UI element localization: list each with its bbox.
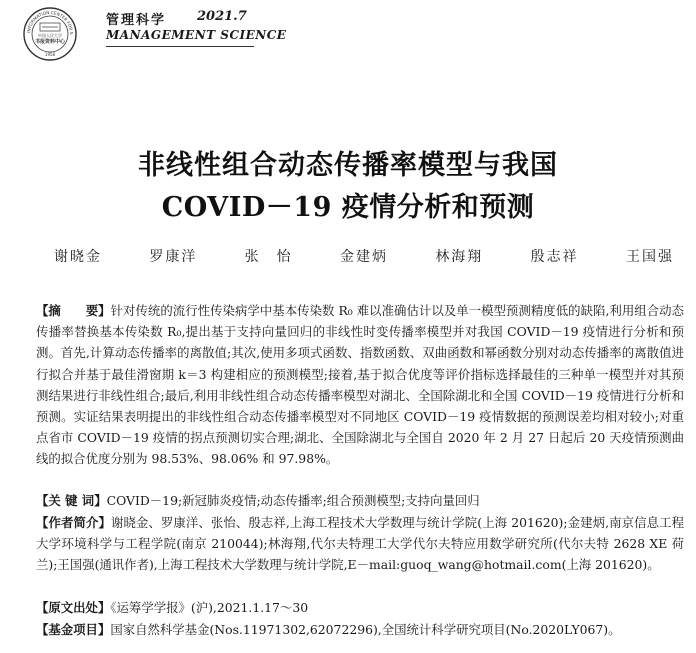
journal-seal-logo <box>22 6 78 62</box>
svg-text:INFORMATION CENTER FOR SOCIAL: INFORMATION CENTER FOR S <box>26 9 75 35</box>
author-name: 张 怡 <box>244 249 293 265</box>
source-section <box>36 597 684 618</box>
svg-text:1958: 1958 <box>44 52 56 57</box>
author-name: 谢晓金 <box>54 249 102 265</box>
author-list <box>54 246 674 266</box>
svg-text:书报资料中心: 书报资料中心 <box>34 39 66 45</box>
author-name: 殷志祥 <box>530 249 579 265</box>
author-info-label: 【作者简介】 <box>36 515 111 530</box>
author-name: 罗康洋 <box>149 249 198 265</box>
keywords-text: COVID－19;新冠肺炎疫情;动态传播率;组合预测模型;支持向量回归 <box>106 493 480 508</box>
svg-text:中国人民大学: 中国人民大学 <box>38 33 62 38</box>
abstract-text: 针对传统的流行性传染病学中基本传染数 R₀ 难以准确估计以及单一模型预测精度低的缺陷,利用组合动态传播率替换基本传染数 R₀,提出基于支持向量回归的非线性时变传播率模型并对我国 COVID－19 疫情进行分析和预测。首先,计算动态传播率的离散值;其次,使用多项式函数、指数函数、双曲函数和幂函数分别对动态传播率的离散值进行拟合并基于最佳滑窗期 k＝3 构建相应的预测模型;接着,基于拟合优度等评价指标选择最佳的三种单一模型并对其预测结果进行非线性组合;最后,利用非线性组合动态传播率模型对湖北、全国除湖北和全国 COVID－19 疫情进行分析和预测。实证结果表明提出的非线性组合动态传播率模型对不同地区 COVID－19 疫情数据的预测误差均相对较小;对重点省市 COVID－19 疫情的拐点预测切实合理;湖北、全国除湖北与全国自 2020 年 2 月 27 日起后 20 天疫情预测曲线的拟合优度分别为 98.53%、98.06% 和 97.98%。 <box>36 303 684 467</box>
fund-section <box>36 619 684 640</box>
source-text: 《运筹学学报》(沪),2021.1.17～30 <box>110 600 309 615</box>
journal-name-cn: 管理科学 <box>106 13 167 28</box>
journal-name-en: MANAGEMENT SCIENCE <box>106 28 287 42</box>
fund-label: 【基金项目】 <box>36 622 111 637</box>
author-name: 金建炳 <box>339 249 388 265</box>
author-name: 林海翔 <box>435 249 484 265</box>
keywords-section <box>36 490 684 511</box>
header-divider <box>106 46 254 47</box>
journal-issue: 2021.7 <box>197 9 247 24</box>
article-title-line2: COVID－19 疫情分析和预测 <box>161 192 535 223</box>
author-info-section <box>36 512 684 576</box>
keywords-label: 【关 键 词】 <box>36 493 107 508</box>
fund-text: 国家自然科学基金(Nos.11971302,62072296),全国统计科学研究项目(No.2020LY067)。 <box>110 622 621 637</box>
journal-header <box>22 6 682 58</box>
abstract-label: 【摘 要】 <box>36 303 111 318</box>
article-title-line1: 非线性组合动态传播率模型与我国 <box>138 150 558 181</box>
author-info-text: 谢晓金、罗康洋、张怡、殷志祥,上海工程技术大学数理与统计学院(上海 201620);金建炳,南京信息工程大学环境科学与工程学院(南京 210044);林海翔,代尔夫特理工大学代尔夫特应用数学研究所(代尔夫特 2628 XE 荷兰);王国强(通讯作者),上海工程技术大学数理与统计学院,E－mail:guoq_wang@hotmail.com(上海 201620)。 <box>36 515 684 573</box>
source-label: 【原文出处】 <box>36 600 111 615</box>
author-name: 王国强 <box>625 249 674 265</box>
abstract-section <box>36 300 684 470</box>
